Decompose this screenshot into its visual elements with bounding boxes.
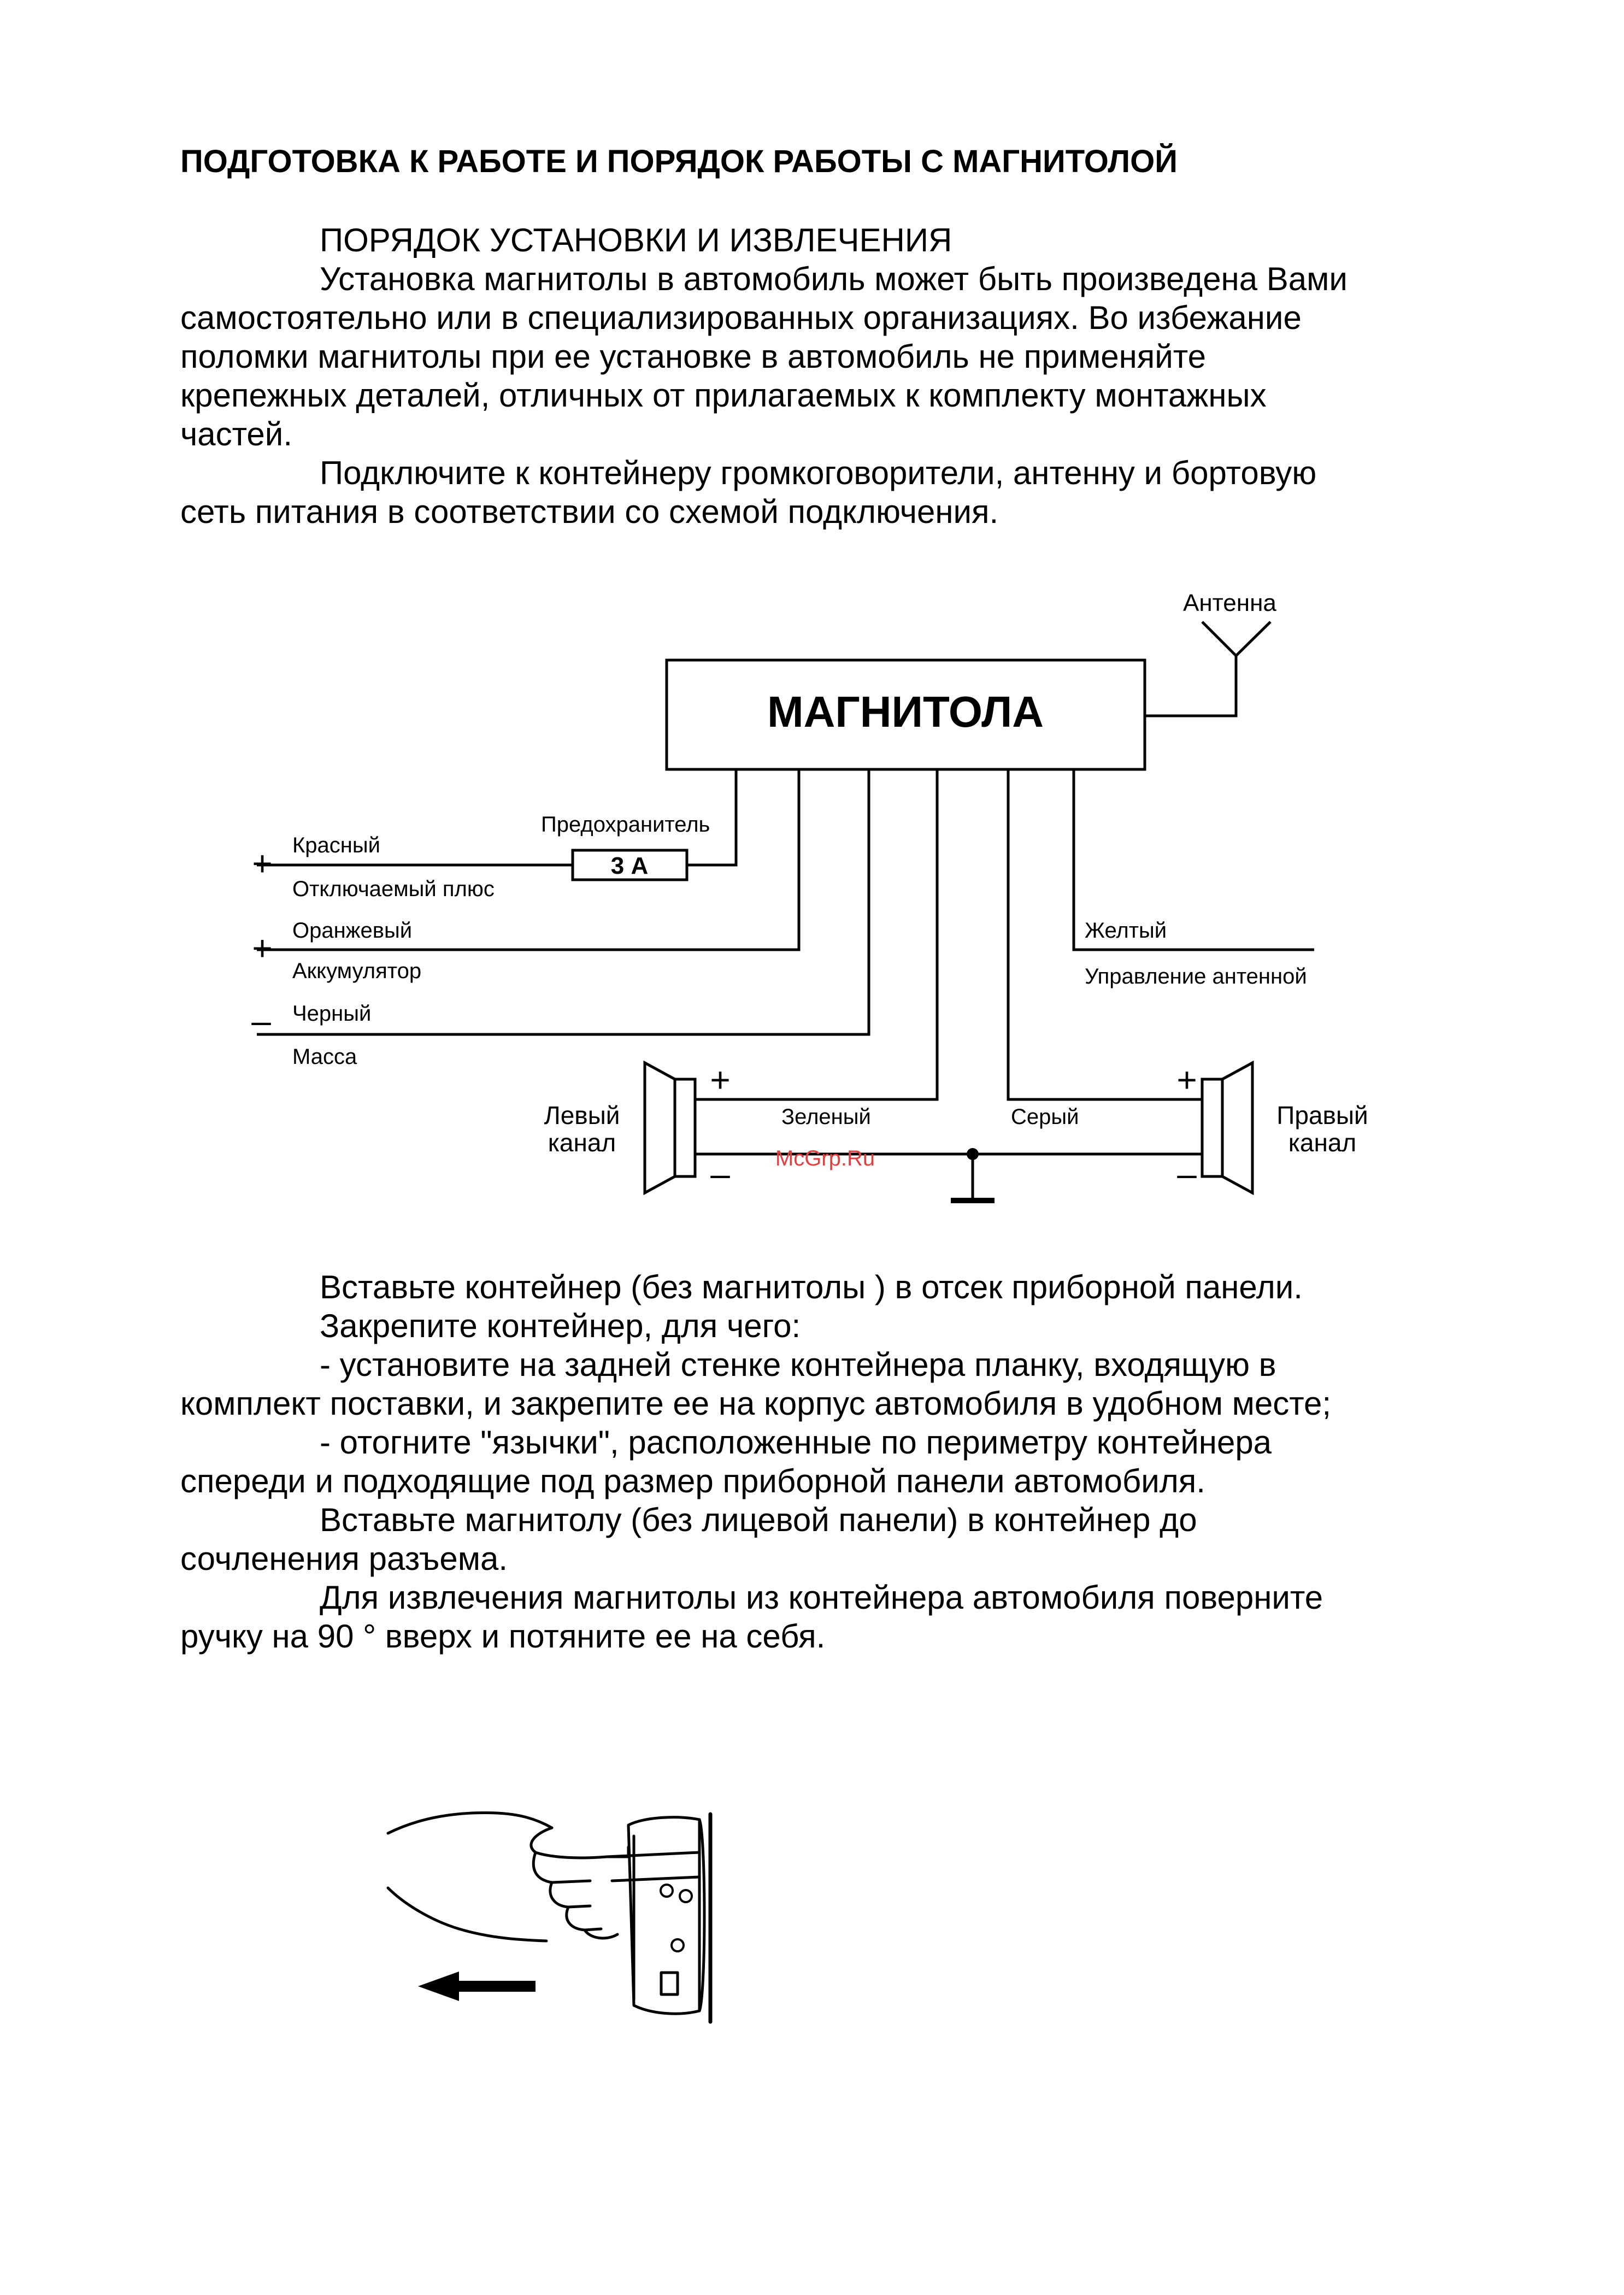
- pull-direction-arrow-icon: [418, 1972, 536, 2001]
- text-line: - установите на задней стенке контейнера планку, входящую в: [320, 1346, 1276, 1383]
- wiring-diagram: [0, 546, 1624, 1257]
- right-speaker-icon: [1202, 1063, 1252, 1193]
- text-line: сеть питания в соответствии со схемой подключения.: [180, 493, 999, 530]
- left-speaker-label-1: Левый: [544, 1101, 620, 1129]
- text-line: спереди и подходящие под размер приборной панели автомобиля.: [180, 1463, 1205, 1499]
- left-speaker-icon: [645, 1063, 695, 1193]
- right-speaker-label-2: канал: [1288, 1128, 1357, 1157]
- orange-label: Оранжевый: [292, 919, 413, 943]
- orange-sign: +: [252, 928, 273, 968]
- left-speaker-plus: +: [710, 1060, 731, 1099]
- green-wire: [695, 769, 937, 1099]
- black-sign: –: [251, 1001, 271, 1040]
- right-speaker-plus: +: [1176, 1060, 1197, 1099]
- paragraph-installation: [180, 260, 1348, 454]
- head-unit-label: МАГНИТОЛА: [767, 687, 1044, 736]
- yellow-label: Желтый: [1085, 919, 1167, 943]
- right-speaker-minus: –: [1177, 1154, 1197, 1193]
- red-sign: +: [252, 844, 273, 883]
- yellow-desc: Управление антенной: [1085, 964, 1307, 988]
- antenna-lead: [1145, 656, 1236, 716]
- panel-screws: [661, 1885, 692, 1951]
- text-line: Подключите к контейнеру громкоговорители, антенну и бортовую: [320, 455, 1317, 491]
- hand-icon: [388, 1813, 628, 1941]
- handle-icon: [607, 1852, 699, 1881]
- text-line: Вставьте контейнер (без магнитолы ) в отсек приборной панели.: [320, 1269, 1303, 1305]
- text-line: самостоятельно или в специализированных организациях. Во избежание: [180, 299, 1302, 336]
- watermark: McGrp.Ru: [775, 1146, 875, 1170]
- fuse-value: 3 А: [610, 852, 649, 879]
- page-heading: ПОДГОТОВКА К РАБОТЕ И ПОРЯДОК РАБОТЫ С МАГНИТОЛОЙ: [180, 144, 1178, 179]
- text-line: Вставьте магнитолу (без лицевой панели) в контейнер до: [320, 1502, 1197, 1538]
- text-line: - отогните "язычки", расположенные по периметру контейнера: [320, 1424, 1272, 1461]
- paragraph-connection: [180, 454, 1316, 531]
- text-line: поломки магнитолы при ее установке в автомобиль не применяйте: [180, 338, 1206, 375]
- antenna-icon: [1202, 622, 1270, 656]
- antenna-label: Антенна: [1183, 590, 1276, 616]
- orange-desc: Аккумулятор: [292, 959, 422, 983]
- section-title: ПОРЯДОК УСТАНОВКИ И ИЗВЛЕЧЕНИЯ: [320, 222, 952, 258]
- text-line: комплект поставки, и закрепите ее на корпус автомобиля в удобном месте;: [180, 1385, 1332, 1422]
- text-line: Закрепите контейнер, для чего:: [320, 1308, 801, 1344]
- gray-label: Серый: [1011, 1105, 1079, 1129]
- black-label: Черный: [292, 1002, 372, 1026]
- text-line: частей.: [180, 416, 292, 452]
- radio-front-panel-icon: [628, 1814, 710, 2022]
- text-line: крепежных деталей, отличных от прилагаемых к комплекту монтажных: [180, 377, 1267, 414]
- black-wire: [257, 769, 869, 1034]
- text-line: Для извлечения магнитолы из контейнера автомобиля поверните: [320, 1579, 1323, 1616]
- left-speaker-label-2: канал: [548, 1128, 616, 1157]
- fuse-label: Предохранитель: [541, 813, 710, 837]
- right-speaker-label-1: Правый: [1276, 1101, 1368, 1129]
- text-line: Установка магнитолы в автомобиль может быть произведена Вами: [320, 261, 1348, 297]
- red-desc: Отключаемый плюс: [292, 877, 495, 901]
- red-label: Красный: [292, 833, 380, 857]
- paragraph-mounting: [180, 1268, 1331, 1656]
- green-label: Зеленый: [781, 1105, 871, 1129]
- left-speaker-minus: –: [710, 1154, 730, 1193]
- text-line: сочленения разъема.: [180, 1540, 508, 1577]
- ground-junction: [967, 1148, 979, 1160]
- text-line: ручку на 90 ° вверх и потяните ее на себя.: [180, 1618, 826, 1655]
- removal-illustration: [372, 1765, 831, 2071]
- black-desc: Масса: [292, 1045, 357, 1069]
